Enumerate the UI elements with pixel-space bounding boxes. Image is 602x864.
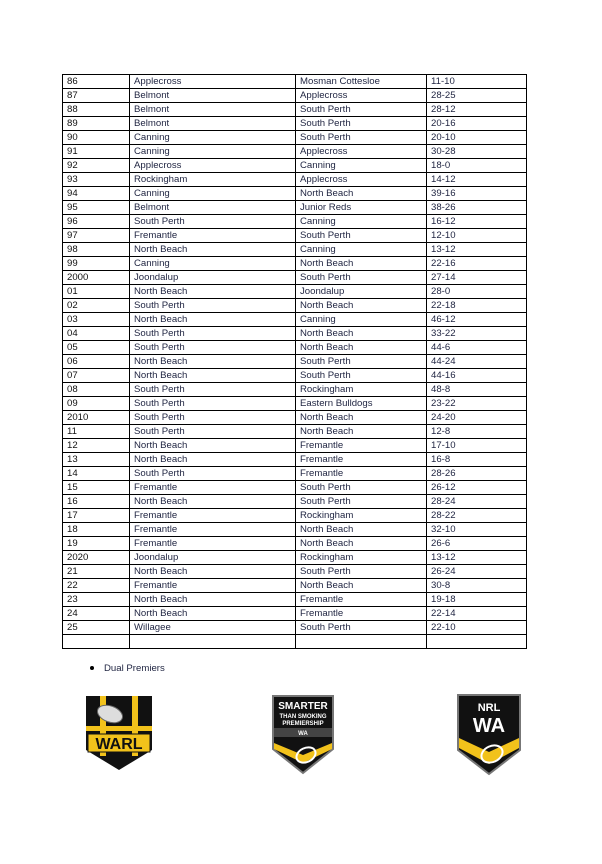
premier-cell: South Perth [130,411,296,425]
year-cell: 89 [63,117,130,131]
premier-cell: North Beach [130,495,296,509]
premier-cell: South Perth [130,467,296,481]
table-row [63,593,527,607]
year-cell: 24 [63,607,130,621]
score-cell: 28-26 [427,467,527,481]
premier-cell: Applecross [130,159,296,173]
year-cell: 02 [63,299,130,313]
score-cell: 16-12 [427,215,527,229]
score-cell: 44-24 [427,355,527,369]
year-cell: 22 [63,579,130,593]
table-row [63,327,527,341]
smarter-than-smoking-logo [270,693,336,775]
year-cell: 2020 [63,551,130,565]
year-cell: 17 [63,509,130,523]
table-row [63,467,527,481]
table-row [63,355,527,369]
table-row [63,537,527,551]
year-cell: 04 [63,327,130,341]
year-cell: 99 [63,257,130,271]
runner-up-cell: South Perth [296,131,427,145]
score-cell: 28-25 [427,89,527,103]
score-cell: 13-12 [427,551,527,565]
table-row [63,369,527,383]
score-cell: 14-12 [427,173,527,187]
premier-cell: South Perth [130,215,296,229]
runner-up-cell: Canning [296,215,427,229]
premier-cell: North Beach [130,313,296,327]
score-cell: 32-10 [427,523,527,537]
table-row [63,215,527,229]
premier-cell: South Perth [130,383,296,397]
runner-up-cell: Canning [296,243,427,257]
table-row [63,313,527,327]
year-cell: 91 [63,145,130,159]
year-cell: 87 [63,89,130,103]
table-row [63,621,527,635]
premier-cell: South Perth [130,299,296,313]
table-row [63,607,527,621]
premier-cell: North Beach [130,607,296,621]
premier-cell: Joondalup [130,271,296,285]
table-row [63,579,527,593]
premier-cell: Fremantle [130,579,296,593]
runner-up-cell: North Beach [296,523,427,537]
runner-up-cell: Applecross [296,145,427,159]
year-cell: 19 [63,537,130,551]
runner-up-cell: Rockingham [296,551,427,565]
premier-cell: South Perth [130,397,296,411]
year-cell: 01 [63,285,130,299]
score-cell: 44-6 [427,341,527,355]
runner-up-cell: South Perth [296,621,427,635]
table-row [63,551,527,565]
score-cell: 28-24 [427,495,527,509]
score-cell: 22-14 [427,607,527,621]
premier-cell: Canning [130,145,296,159]
score-cell: 28-0 [427,285,527,299]
premier-cell: Fremantle [130,537,296,551]
premiership-results-table [62,74,527,649]
table-row [63,243,527,257]
table-row [63,89,527,103]
nrl-wa-logo [455,692,523,776]
table-row [63,117,527,131]
table-row [63,187,527,201]
year-cell: 07 [63,369,130,383]
runner-up-cell: Eastern Bulldogs [296,397,427,411]
score-cell: 20-16 [427,117,527,131]
table-row [63,509,527,523]
runner-up-cell: Rockingham [296,383,427,397]
premier-cell: Belmont [130,103,296,117]
score-cell: 24-20 [427,411,527,425]
score-cell: 33-22 [427,327,527,341]
table-row [63,285,527,299]
premier-cell: Fremantle [130,523,296,537]
table-row [63,229,527,243]
runner-up-cell: Junior Reds [296,201,427,215]
svg-text:WA: WA [472,715,506,737]
premier-cell: North Beach [130,355,296,369]
year-cell: 12 [63,439,130,453]
runner-up-cell: South Perth [296,565,427,579]
year-cell: 09 [63,397,130,411]
premier-cell: North Beach [130,243,296,257]
runner-up-cell: Rockingham [296,509,427,523]
year-cell: 98 [63,243,130,257]
runner-up-cell: North Beach [296,257,427,271]
year-cell: 2010 [63,411,130,425]
score-cell: 17-10 [427,439,527,453]
premier-cell: North Beach [130,285,296,299]
score-cell: 22-18 [427,299,527,313]
runner-up-cell: South Perth [296,103,427,117]
year-cell: 90 [63,131,130,145]
year-cell: 25 [63,621,130,635]
year-cell: 03 [63,313,130,327]
table-row [63,341,527,355]
score-cell: 30-28 [427,145,527,159]
year-cell: 94 [63,187,130,201]
table-row [63,411,527,425]
runner-up-cell: Fremantle [296,439,427,453]
table-row [63,271,527,285]
runner-up-cell: Fremantle [296,607,427,621]
runner-up-cell: Joondalup [296,285,427,299]
runner-up-cell: North Beach [296,327,427,341]
runner-up-cell: North Beach [296,537,427,551]
runner-up-cell: North Beach [296,341,427,355]
year-cell: 14 [63,467,130,481]
runner-up-cell: Canning [296,159,427,173]
runner-up-cell: South Perth [296,481,427,495]
year-cell: 96 [63,215,130,229]
runner-up-cell: Fremantle [296,593,427,607]
runner-up-cell: North Beach [296,187,427,201]
table-row [63,439,527,453]
year-cell: 97 [63,229,130,243]
premier-cell: Canning [130,257,296,271]
premier-cell: Joondalup [130,551,296,565]
year-cell: 95 [63,201,130,215]
table-row [63,495,527,509]
table-row [63,425,527,439]
svg-text:NRL: NRL [477,702,501,714]
runner-up-cell: North Beach [296,579,427,593]
score-cell: 12-8 [427,425,527,439]
year-cell: 2000 [63,271,130,285]
score-cell: 30-8 [427,579,527,593]
table-row [63,173,527,187]
score-cell: 27-14 [427,271,527,285]
premier-cell: Rockingham [130,173,296,187]
runner-up-cell: South Perth [296,369,427,383]
premier-cell: Belmont [130,89,296,103]
year-cell: 05 [63,341,130,355]
table-row [63,201,527,215]
table-row [63,523,527,537]
year-cell [63,635,130,649]
table-row [63,257,527,271]
premier-cell: Fremantle [130,481,296,495]
score-cell: 38-26 [427,201,527,215]
table-row [63,453,527,467]
runner-up-cell: Fremantle [296,453,427,467]
year-cell: 06 [63,355,130,369]
premier-cell [130,635,296,649]
score-cell: 26-6 [427,537,527,551]
premier-cell: Applecross [130,75,296,89]
table-row [63,145,527,159]
score-cell: 22-10 [427,621,527,635]
note-bullet [90,663,165,674]
runner-up-cell: Mosman Cottesloe [296,75,427,89]
year-cell: 21 [63,565,130,579]
premier-cell: Willagee [130,621,296,635]
runner-up-cell: South Perth [296,495,427,509]
score-cell: 26-24 [427,565,527,579]
premier-cell: North Beach [130,453,296,467]
svg-text:SMARTER: SMARTER [278,701,328,712]
runner-up-cell: Applecross [296,89,427,103]
bullet-icon [90,666,94,670]
score-cell: 16-8 [427,453,527,467]
year-cell: 88 [63,103,130,117]
year-cell: 23 [63,593,130,607]
score-cell: 22-16 [427,257,527,271]
year-cell: 13 [63,453,130,467]
premier-cell: North Beach [130,593,296,607]
premier-cell: South Perth [130,425,296,439]
year-cell: 11 [63,425,130,439]
score-cell: 13-12 [427,243,527,257]
premier-cell: South Perth [130,341,296,355]
table-row [63,299,527,313]
runner-up-cell: South Perth [296,229,427,243]
year-cell: 86 [63,75,130,89]
year-cell: 18 [63,523,130,537]
runner-up-cell: Canning [296,313,427,327]
score-cell: 39-16 [427,187,527,201]
score-cell: 48-8 [427,383,527,397]
score-cell: 12-10 [427,229,527,243]
premier-cell: North Beach [130,369,296,383]
year-cell: 93 [63,173,130,187]
table-row [63,131,527,145]
premier-cell: South Perth [130,327,296,341]
year-cell: 92 [63,159,130,173]
year-cell: 15 [63,481,130,495]
premier-cell: Canning [130,187,296,201]
note-text: Dual Premiers [104,663,165,674]
premier-cell: Fremantle [130,229,296,243]
score-cell: 44-16 [427,369,527,383]
svg-text:THAN SMOKING: THAN SMOKING [279,714,327,720]
score-cell: 11-10 [427,75,527,89]
runner-up-cell: South Perth [296,355,427,369]
table-row [63,383,527,397]
runner-up-cell: North Beach [296,299,427,313]
table-row [63,481,527,495]
runner-up-cell: Applecross [296,173,427,187]
score-cell: 20-10 [427,131,527,145]
score-cell: 26-12 [427,481,527,495]
table-row [63,159,527,173]
svg-text:WA: WA [298,731,308,737]
runner-up-cell: Fremantle [296,467,427,481]
premier-cell: Canning [130,131,296,145]
score-cell: 28-12 [427,103,527,117]
premier-cell: North Beach [130,565,296,579]
runner-up-cell: North Beach [296,411,427,425]
runner-up-cell: South Perth [296,271,427,285]
score-cell: 46-12 [427,313,527,327]
table-row [63,565,527,579]
year-cell: 16 [63,495,130,509]
score-cell [427,635,527,649]
premier-cell: Belmont [130,201,296,215]
runner-up-cell [296,635,427,649]
svg-text:PREMIERSHIP: PREMIERSHIP [282,721,324,727]
premier-cell: Belmont [130,117,296,131]
table-row [63,635,527,649]
warl-logo [82,692,156,774]
table-row [63,103,527,117]
runner-up-cell: South Perth [296,117,427,131]
score-cell: 19-18 [427,593,527,607]
score-cell: 23-22 [427,397,527,411]
warl-logo-text: WARL [95,736,143,753]
premier-cell: North Beach [130,439,296,453]
table-row [63,75,527,89]
table-row [63,397,527,411]
premier-cell: Fremantle [130,509,296,523]
runner-up-cell: North Beach [296,425,427,439]
score-cell: 18-0 [427,159,527,173]
year-cell: 08 [63,383,130,397]
score-cell: 28-22 [427,509,527,523]
